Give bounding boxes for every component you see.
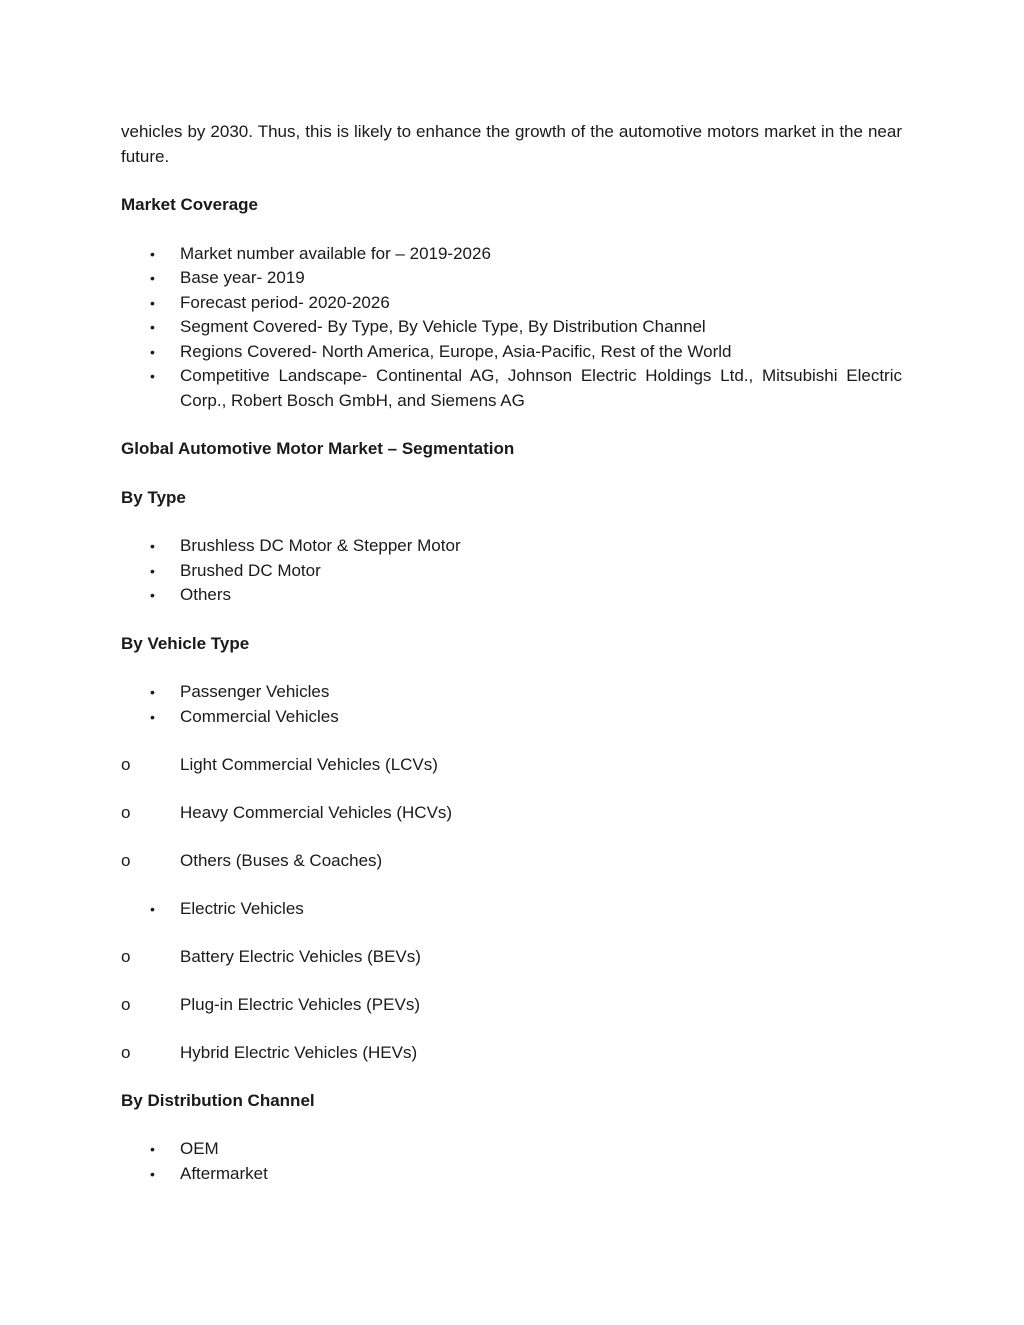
list-item: • OEM [121,1137,902,1162]
list-item: • Commercial Vehicles [121,705,902,730]
bullet-icon: • [150,343,155,360]
list-item: • Electric Vehicles [121,897,902,922]
bullet-icon: • [150,319,155,335]
list-item: • Aftermarket [121,1162,902,1187]
list-item: • Market number available for – 2019-2026 [121,242,902,267]
circle-marker-icon: o [121,946,131,966]
list-item: • Forecast period- 2020-2026 [121,291,902,316]
by-vehicle-type-heading: By Vehicle Type [121,633,250,653]
bullet-icon: • [150,294,155,311]
intro-paragraph: vehicles by 2030. Thus, this is likely to enhance the growth of the automotive motors market in the near future. [121,122,902,166]
segmentation-heading: Global Automotive Motor Market – Segmentation [121,439,515,458]
bullet-icon: • [150,684,155,700]
list-item: • Brushed DC Motor [121,559,902,584]
list-item: • Passenger Vehicles [121,680,902,705]
sub-list-item: o Plug-in Electric Vehicles (PEVs) [121,993,902,1018]
sub-list-item: o Heavy Commercial Vehicles (HCVs) [121,801,902,826]
circle-marker-icon: o [121,802,131,822]
circle-marker-icon: o [121,994,131,1014]
bullet-icon: • [150,562,155,579]
bullet-icon: • [150,538,155,554]
bullet-icon: • [150,587,155,603]
sub-list-item: o Hybrid Electric Vehicles (HEVs) [121,1041,902,1066]
sub-list-item: o Others (Buses & Coaches) [121,849,902,874]
list-item: • Others [121,583,902,608]
list-item: • Regions Covered- North America, Europe, Asia-Pacific, Rest of the World [121,340,902,365]
by-type-heading: By Type [121,487,186,507]
bullet-icon: • [150,245,155,262]
list-item: • Brushless DC Motor & Stepper Motor [121,534,902,559]
market-coverage-heading: Market Coverage [121,195,259,214]
list-item: • Base year- 2019 [121,266,902,291]
by-distribution-channel-list [121,1137,902,1186]
bullet-icon: • [150,1141,155,1157]
document-page [121,120,902,1186]
by-distribution-channel-heading: By Distribution Channel [121,1090,315,1110]
sub-list-item: o Battery Electric Vehicles (BEVs) [121,945,902,970]
by-vehicle-type-list [121,680,902,729]
circle-marker-icon: o [121,1042,131,1062]
circle-marker-icon: o [121,754,131,774]
bullet-icon: • [150,708,155,725]
list-item: • Segment Covered- By Type, By Vehicle Type, By Distribution Channel [121,315,902,340]
bullet-icon: • [150,368,155,384]
market-coverage-list [121,242,902,414]
list-item: • Competitive Landscape- Continental AG, Johnson Electric Holdings Ltd., Mitsubishi Electric Corp., Robert Bosch GmbH, and Siemens AG [150,366,902,410]
bullet-icon: • [150,1165,155,1182]
bullet-icon: • [150,900,155,917]
circle-marker-icon: o [121,850,131,870]
electric-vehicles-list [121,897,902,922]
by-type-list [121,534,902,608]
sub-list-item: o Light Commercial Vehicles (LCVs) [121,753,902,778]
bullet-icon: • [150,270,155,286]
